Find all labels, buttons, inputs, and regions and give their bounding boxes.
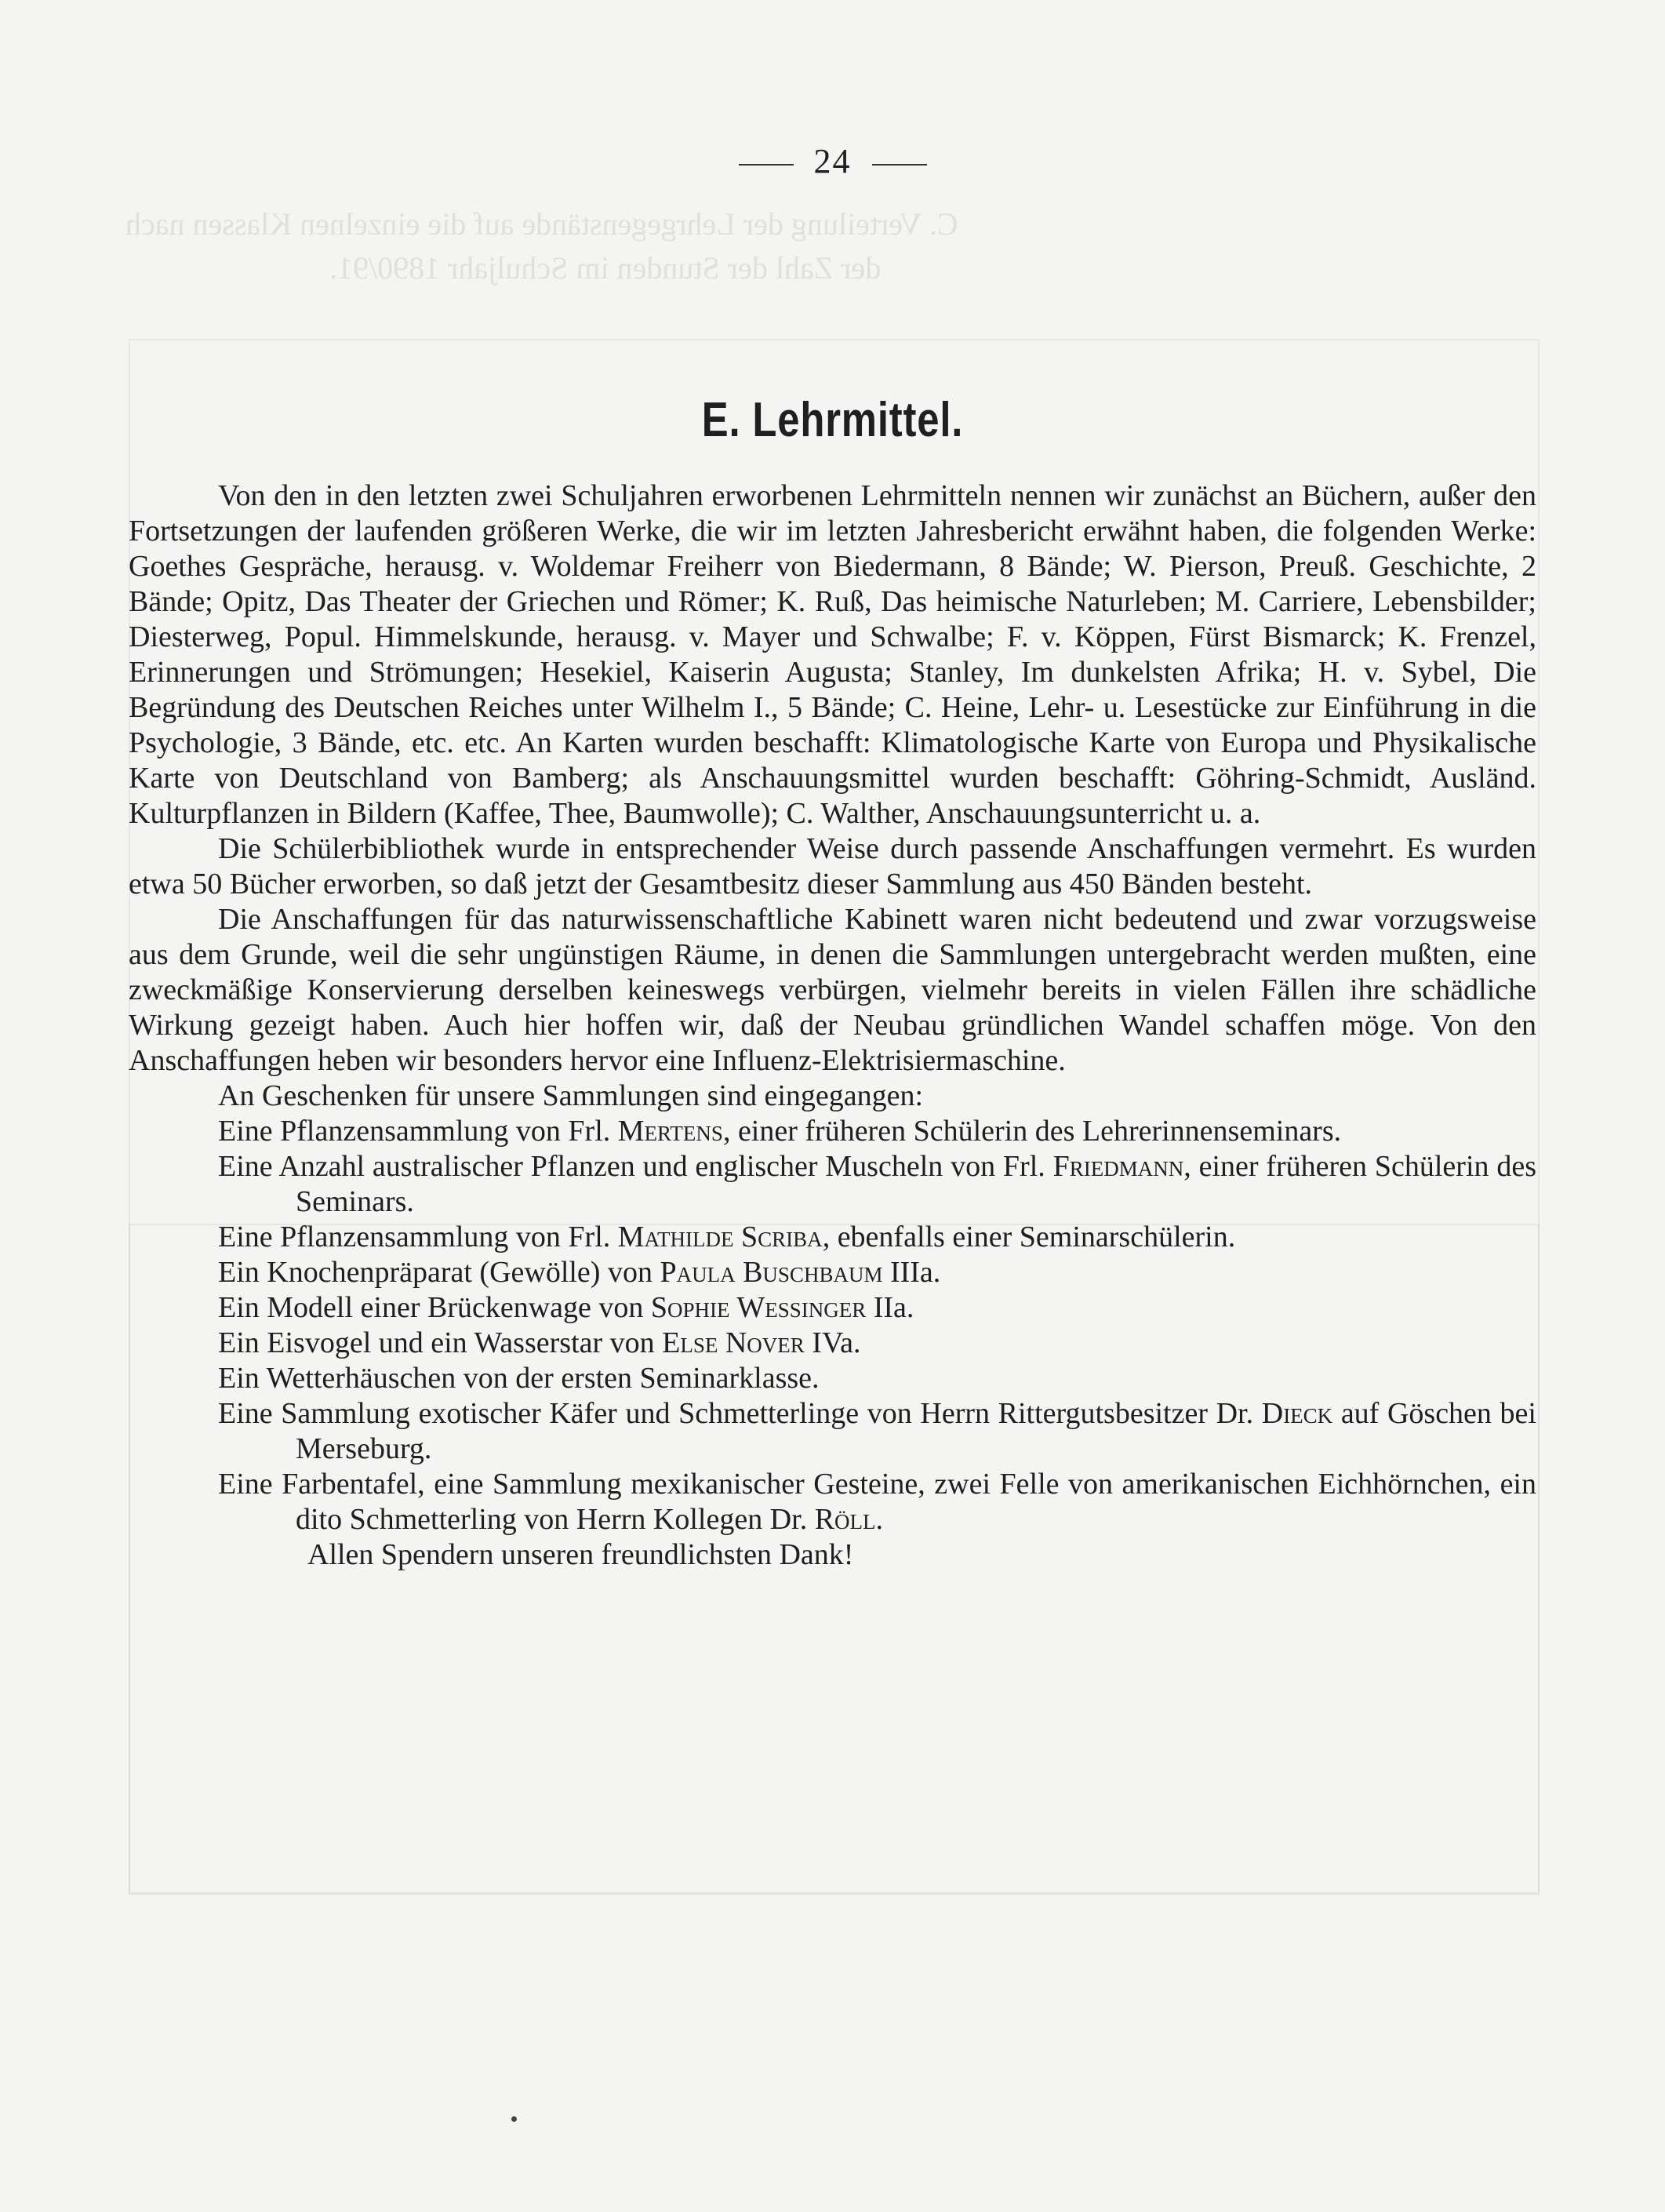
- donor-name: Mertens: [617, 1115, 723, 1148]
- gift-item: Ein Wetterhäuschen von der ersten Seminarklasse.: [218, 1362, 820, 1395]
- section-heading: E. Lehrmittel.: [701, 393, 964, 447]
- page-number-value: 24: [813, 142, 852, 180]
- gift-item: Eine Anzahl australischer Pflanzen und englischer Muscheln von Frl. Friedmann, einer früheren Schülerin des Seminars.: [218, 1150, 1536, 1218]
- bleed-through-line-1: C. Verteilung der Lehrgegenstände auf die einzelnen Klassen nach: [125, 206, 958, 242]
- donor-name: Mathilde Scriba: [617, 1221, 823, 1253]
- page-number-dash-right: [872, 164, 927, 166]
- gift-item: Ein Modell einer Brückenwage von Sophie Wessinger IIa.: [218, 1291, 914, 1324]
- donor-name: Paula Buschbaum: [660, 1256, 883, 1289]
- page-number: [0, 141, 1665, 181]
- paragraph-books: Von den in den letzten zwei Schuljahren erworbenen Lehrmitteln nennen wir zunächst an Büchern, außer den Fortsetzungen der laufenden größeren Werke, die wir im letzten Jahresbericht erwähnt haben, die folgenden Werke: Goethes Gespräche, herausg. v. Woldemar Freiherr von Biedermann, 8 Bände; W. Pierson, Preuß. Geschichte, 2 Bände; Opitz, Das Theater der Griechen und Römer; K. Ruß, Das heimische Naturleben; M. Carriere, Lebensbilder; Diesterweg, Popul. Himmelskunde, herausg. v. Mayer und Schwalbe; F. v. Köppen, Fürst Bismarck; K. Frenzel, Erinnerungen und Strömungen; Hesekiel, Kaiserin Augusta; Stanley, Im dunkelsten Afrika; H. v. Sybel, Die Begründung des Deutschen Reiches unter Wilhelm I., 5 Bände; C. Heine, Lehr- u. Lesestücke zur Einführung in die Psychologie, 3 Bände, etc. etc. An Karten wurden beschafft: Klimatologische Karte von Europa und Physikalische Karte von Deutschland von Bamberg; als Anschauungsmittel wurden beschafft: Göhring-Schmidt, Ausländ. Kulturpflanzen in Bildern (Kaffee, Thee, Baumwolle); C. Walther, Anschauungsunterricht u. a.: [129, 479, 1536, 830]
- paragraph-gifts-intro: An Geschenken für unsere Sammlungen sind eingegangen:: [218, 1079, 924, 1112]
- donor-name: Sophie Wessinger: [650, 1291, 867, 1324]
- gift-list: [129, 1114, 1536, 1537]
- donor-name: Else Nover: [662, 1326, 805, 1359]
- body-text: [129, 478, 1536, 1573]
- donor-name: Friedmann: [1052, 1150, 1184, 1183]
- donor-name: Röll: [814, 1503, 876, 1536]
- gift-item: Eine Farbentafel, eine Sammlung mexikanischer Gesteine, zwei Felle von amerikanischen Eichhörnchen, ein dito Schmetterling von Herrn Kollegen Dr. Röll.: [218, 1468, 1536, 1536]
- page-number-dash-left: [739, 164, 794, 166]
- gift-item: Ein Eisvogel und ein Wasserstar von Else Nover IVa.: [218, 1326, 861, 1359]
- gift-item: Eine Sammlung exotischer Käfer und Schmetterlinge von Herrn Rittergutsbesitzer Dr. Dieck auf Göschen bei Merseburg.: [218, 1397, 1536, 1465]
- paragraph-cabinet: Die Anschaffungen für das naturwissenschaftliche Kabinett waren nicht bedeutend und zwar vorzugsweise aus dem Grunde, weil die sehr ungünstigen Räume, in denen die Sammlungen untergebracht werden mußten, eine zweckmäßige Konservierung derselben keineswegs verbürgen, vielmehr bereits in vielen Fällen ihre schädliche Wirkung gezeigt haben. Auch hier hoffen wir, daß der Neubau gründlichen Wandel schaffen möge. Von den Anschaffungen heben wir besonders hervor eine Influenz-Elektrisiermaschine.: [129, 903, 1536, 1077]
- gift-item: Eine Pflanzensammlung von Frl. Mertens, einer früheren Schülerin des Lehrerinnenseminars.: [218, 1115, 1342, 1148]
- gift-item: Eine Pflanzensammlung von Frl. Mathilde Scriba, ebenfalls einer Seminarschülerin.: [218, 1221, 1236, 1253]
- closing-thanks: Allen Spendern unseren freundlichsten Dank!: [307, 1538, 854, 1571]
- print-speck: [511, 2116, 517, 2122]
- bleed-through-line-2: der Zahl der Stunden im Schuljahr 1890/91.: [329, 250, 882, 286]
- paragraph-library: Die Schülerbibliothek wurde in entsprechender Weise durch passende Anschaffungen vermehrt. Es wurden etwa 50 Bücher erworben, so daß jetzt der Gesamtbesitz dieser Sammlung aus 450 Bänden besteht.: [129, 832, 1536, 900]
- gift-item: Ein Knochenpräparat (Gewölle) von Paula Buschbaum IIIa.: [218, 1256, 941, 1289]
- donor-name: Dieck: [1261, 1397, 1333, 1430]
